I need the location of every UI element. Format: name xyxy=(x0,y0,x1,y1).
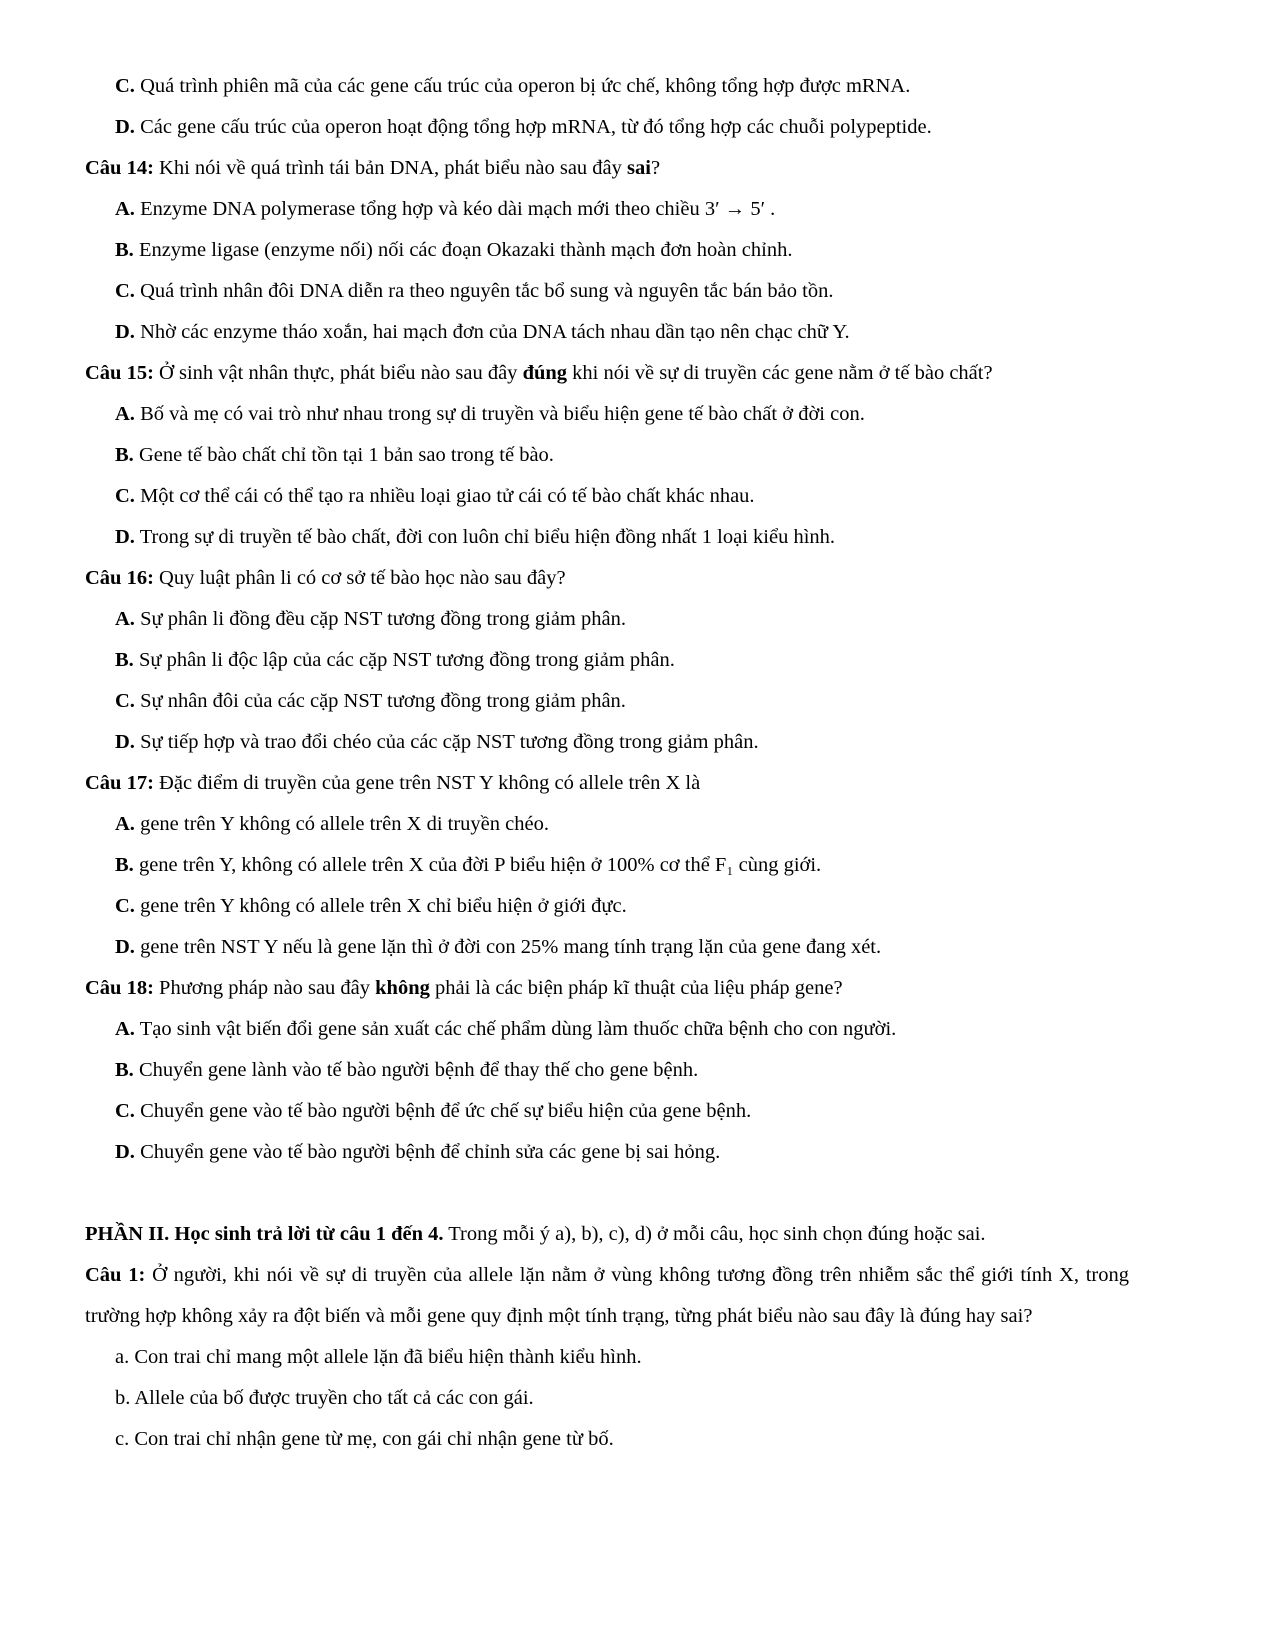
stem-text: Phương pháp nào sau đây xyxy=(159,977,376,999)
option-row xyxy=(85,271,1129,312)
question-block-16 xyxy=(85,558,1129,763)
question-stem xyxy=(85,968,1129,1009)
option-label: A. xyxy=(115,608,135,630)
option-text: Nhờ các enzyme tháo xoắn, hai mạch đơn của DNA tách nhau dần tạo nên chạc chữ Y. xyxy=(140,321,850,343)
option-row xyxy=(85,517,1129,558)
statement-label: b. xyxy=(115,1387,131,1409)
option-text: Một cơ thể cái có thể tạo ra nhiều loại giao tử cái có tế bào chất khác nhau. xyxy=(140,485,755,507)
question-stem xyxy=(85,148,1129,189)
stem-text: Ở người, khi nói về sự di truyền của allele lặn nằm ở vùng không tương đồng trên nhiễm sắc thể giới tính X, trong trường hợp không xảy ra đột biến và mỗi gene quy định một tính trạng, từng phát biểu nào sau đây là đúng hay sai? xyxy=(85,1264,1129,1327)
statement-row xyxy=(85,1419,1129,1460)
stem-text: Ở sinh vật nhân thực, phát biểu nào sau đây xyxy=(159,362,523,384)
option-label: C. xyxy=(115,485,135,507)
stem-text: Quy luật phân li có cơ sở tế bào học nào sau đây? xyxy=(159,567,566,589)
option-row xyxy=(85,189,1129,230)
option-label: A. xyxy=(115,813,135,835)
stem-emphasis: đúng xyxy=(522,362,568,384)
option-text: Tạo sinh vật biến đổi gene sản xuất các chế phẩm dùng làm thuốc chữa bệnh cho con người. xyxy=(139,1018,897,1040)
option-row xyxy=(85,435,1129,476)
option-row xyxy=(85,1050,1129,1091)
question-stem xyxy=(85,1255,1129,1337)
option-label: D. xyxy=(115,731,135,753)
option-row xyxy=(85,845,1129,886)
question-stem xyxy=(85,763,1129,804)
option-row xyxy=(85,230,1129,271)
option-text: Bố và mẹ có vai trò như nhau trong sự di truyền và biểu hiện gene tế bào chất ở đời con. xyxy=(140,403,865,425)
option-label: D. xyxy=(115,936,135,958)
option-text: Enzyme DNA polymerase tổng hợp và kéo dài mạch mới theo chiều 3′ → 5′ . xyxy=(140,198,776,220)
option-text: Chuyển gene vào tế bào người bệnh để chỉnh sửa các gene bị sai hỏng. xyxy=(140,1141,721,1163)
option-row xyxy=(85,927,1129,968)
option-label: C. xyxy=(115,280,135,302)
option-row xyxy=(85,66,1129,107)
option-label: D. xyxy=(115,1141,135,1163)
option-row xyxy=(85,722,1129,763)
part2-header-rest: Trong mỗi ý a), b), c), d) ở mỗi câu, học sinh chọn đúng hoặc sai. xyxy=(443,1223,986,1245)
option-text: Chuyển gene lành vào tế bào người bệnh để thay thế cho gene bệnh. xyxy=(138,1059,699,1081)
option-text: Quá trình phiên mã của các gene cấu trúc của operon bị ức chế, không tổng hợp được mRNA. xyxy=(140,75,911,97)
option-row xyxy=(85,107,1129,148)
statement-label: a. xyxy=(115,1346,130,1368)
option-row xyxy=(85,1091,1129,1132)
option-row xyxy=(85,312,1129,353)
option-label: B. xyxy=(115,1059,134,1081)
question-label: Câu 18: xyxy=(85,977,154,999)
stem-text: ? xyxy=(650,157,661,179)
stem-text: khi nói về sự di truyền các gene nằm ở tế bào chất? xyxy=(567,362,993,384)
option-row xyxy=(85,599,1129,640)
option-row xyxy=(85,886,1129,927)
question-label: Câu 1: xyxy=(85,1264,146,1286)
statement-text: Allele của bố được truyền cho tất cả các con gái. xyxy=(134,1387,534,1409)
option-text: Trong sự di truyền tế bào chất, đời con luôn chỉ biểu hiện đồng nhất 1 loại kiểu hình. xyxy=(139,526,836,548)
option-row xyxy=(85,394,1129,435)
option-text: Sự phân li độc lập của các cặp NST tương đồng trong giảm phân. xyxy=(138,649,675,671)
option-row xyxy=(85,476,1129,517)
option-label: D. xyxy=(115,526,135,548)
statement-row xyxy=(85,1378,1129,1419)
question-block-14 xyxy=(85,148,1129,353)
option-label: A. xyxy=(115,1018,135,1040)
part2-section xyxy=(85,1214,1129,1460)
question-block-17 xyxy=(85,763,1129,968)
option-text: gene trên Y không có allele trên X chỉ biểu hiện ở giới đực. xyxy=(140,895,627,917)
option-label: C. xyxy=(115,895,135,917)
part2-header-bold: PHẦN II. Học sinh trả lời từ câu 1 đến 4. xyxy=(85,1223,444,1245)
option-label: B. xyxy=(115,239,134,261)
stem-text: Khi nói về quá trình tái bản DNA, phát biểu nào sau đây xyxy=(159,157,628,179)
statement-row xyxy=(85,1337,1129,1378)
option-text: Gene tế bào chất chỉ tồn tại 1 bản sao trong tế bào. xyxy=(138,444,554,466)
option-text: gene trên NST Y nếu là gene lặn thì ở đời con 25% mang tính trạng lặn của gene đang xét. xyxy=(140,936,882,958)
part2-header xyxy=(85,1214,1129,1255)
option-text: Sự nhân đôi của các cặp NST tương đồng trong giảm phân. xyxy=(140,690,626,712)
option-label: D. xyxy=(115,321,135,343)
stem-text: Đặc điểm di truyền của gene trên NST Y không có allele trên X là xyxy=(159,772,701,794)
option-text: Chuyển gene vào tế bào người bệnh để ức chế sự biểu hiện của gene bệnh. xyxy=(140,1100,752,1122)
option-label: C. xyxy=(115,690,135,712)
statement-label: c. xyxy=(115,1428,130,1450)
question-block-18 xyxy=(85,968,1129,1173)
stem-emphasis: không xyxy=(375,977,430,999)
statement-text: Con trai chỉ mang một allele lặn đã biểu hiện thành kiểu hình. xyxy=(134,1346,642,1368)
option-text: Các gene cấu trúc của operon hoạt động tổng hợp mRNA, từ đó tổng hợp các chuỗi polypeptide. xyxy=(140,116,932,138)
question-stem xyxy=(85,353,1129,394)
option-label: C. xyxy=(115,75,135,97)
stem-emphasis: sai xyxy=(627,157,651,179)
question-block-15 xyxy=(85,353,1129,558)
stem-text: phải là các biện pháp kĩ thuật của liệu pháp gene? xyxy=(429,977,843,999)
question-stem xyxy=(85,558,1129,599)
option-row xyxy=(85,640,1129,681)
question-label: Câu 17: xyxy=(85,772,154,794)
option-row xyxy=(85,1132,1129,1173)
option-text: Sự tiếp hợp và trao đổi chéo của các cặp NST tương đồng trong giảm phân. xyxy=(140,731,759,753)
option-text: Enzyme ligase (enzyme nối) nối các đoạn Okazaki thành mạch đơn hoàn chỉnh. xyxy=(138,239,793,261)
statement-text: Con trai chỉ nhận gene từ mẹ, con gái chỉ nhận gene từ bố. xyxy=(134,1428,614,1450)
option-text: gene trên Y, không có allele trên X của đời P biểu hiện ở 100% cơ thể F₁ cùng giới. xyxy=(138,854,822,876)
option-label: B. xyxy=(115,854,134,876)
option-label: B. xyxy=(115,649,134,671)
option-text: gene trên Y không có allele trên X di truyền chéo. xyxy=(140,813,549,835)
question-label: Câu 16: xyxy=(85,567,154,589)
option-label: D. xyxy=(115,116,135,138)
option-text: Sự phân li đồng đều cặp NST tương đồng trong giảm phân. xyxy=(140,608,626,630)
question-label: Câu 14: xyxy=(85,157,154,179)
option-label: C. xyxy=(115,1100,135,1122)
option-text: Quá trình nhân đôi DNA diễn ra theo nguyên tắc bổ sung và nguyên tắc bán bảo tồn. xyxy=(140,280,834,302)
option-label: A. xyxy=(115,198,135,220)
option-row xyxy=(85,804,1129,845)
option-label: B. xyxy=(115,444,134,466)
option-row xyxy=(85,681,1129,722)
option-row xyxy=(85,1009,1129,1050)
option-label: A. xyxy=(115,403,135,425)
question-label: Câu 15: xyxy=(85,362,154,384)
